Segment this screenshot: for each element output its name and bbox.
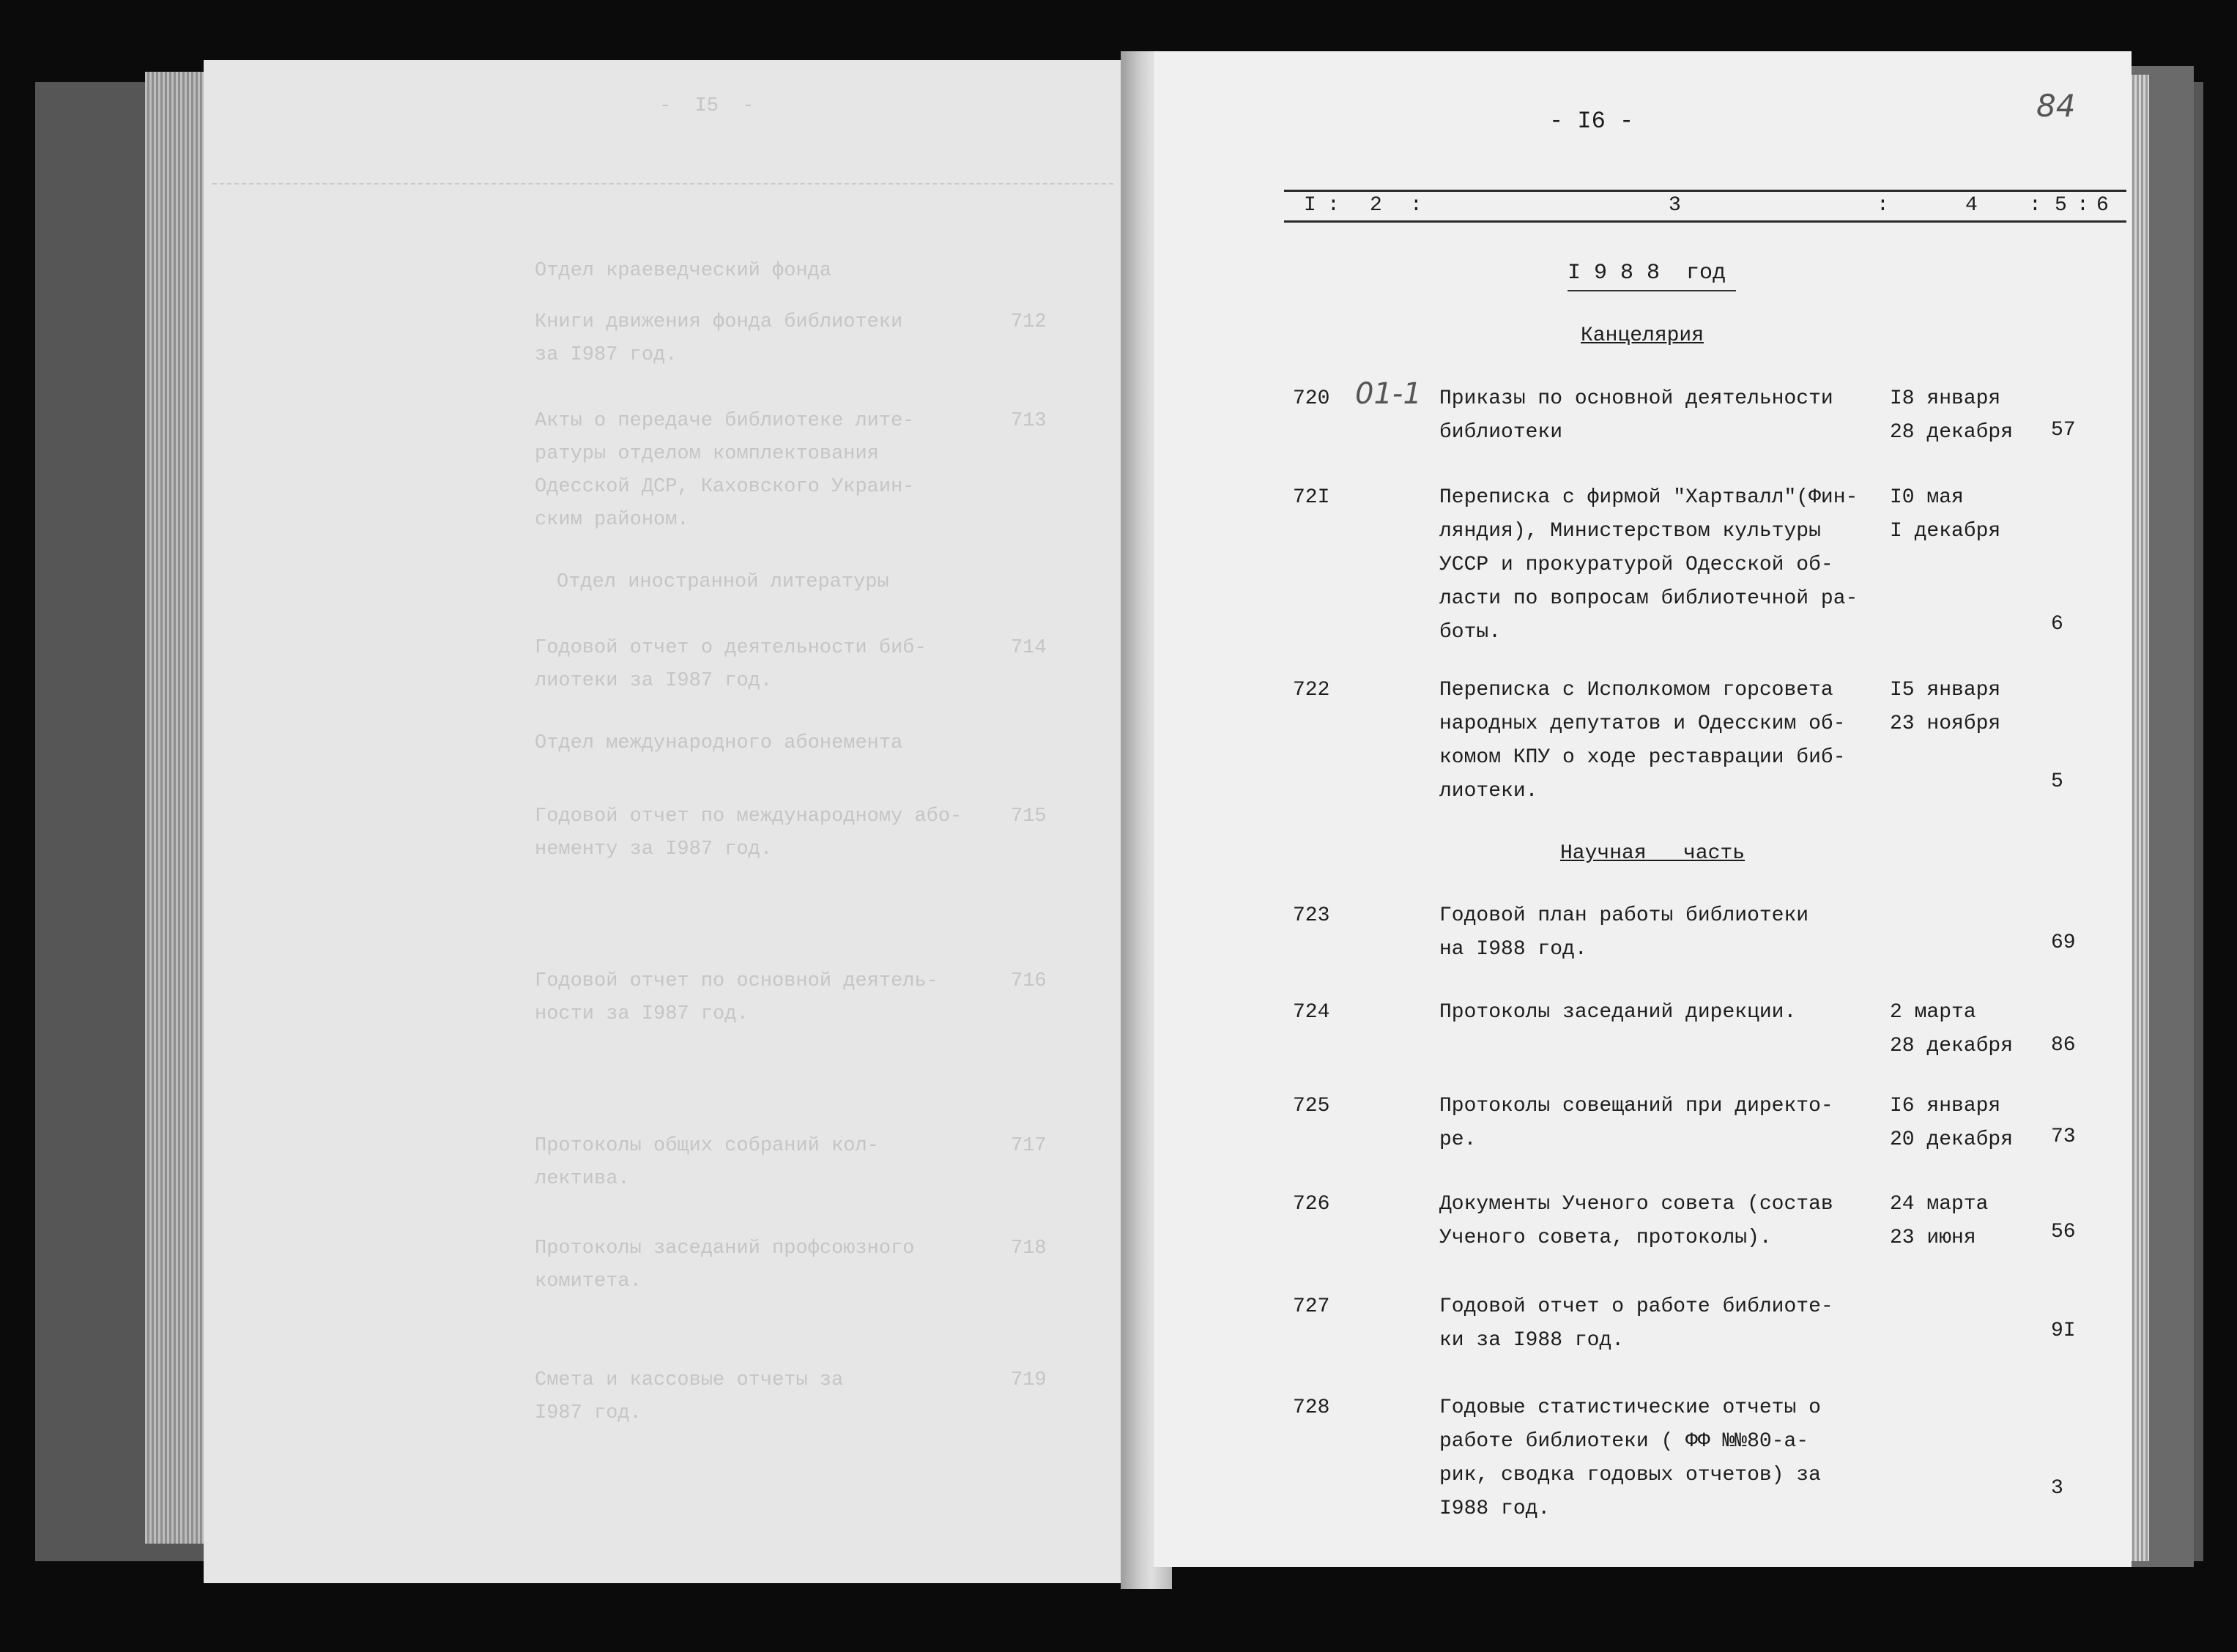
entry-number: 720 — [1293, 387, 1330, 410]
header-sep: : — [1877, 194, 1889, 217]
header-sep: : — [2029, 194, 2041, 217]
entry-sheets: 56 — [2051, 1221, 2076, 1243]
entry-title-line: работе библиотеки ( ФФ №№80-а- — [1439, 1430, 1809, 1453]
entry-title-line: народных депутатов и Одесским об- — [1439, 712, 1846, 735]
entry-date: I6 января — [1890, 1095, 2001, 1117]
entry-title-line: библиотеки — [1439, 421, 1563, 444]
entry-date: 28 декабря — [1890, 1035, 2014, 1057]
entry-date: 24 марта — [1890, 1193, 1989, 1216]
entry-title-line: ки за I988 год. — [1439, 1329, 1625, 1352]
entry-date: 23 ноября — [1890, 712, 2001, 735]
header-col-3: 3 — [1669, 194, 1681, 217]
entry-number: 72I — [1293, 486, 1330, 509]
entry-sheets: 5 — [2051, 770, 2063, 793]
year-heading: I 9 8 8 год — [1568, 261, 1726, 286]
entry-number: 725 — [1293, 1095, 1330, 1117]
entry-date: I0 мая — [1890, 486, 1964, 509]
entry-title-line: ре. — [1439, 1128, 1477, 1151]
entry-title-line: Протоколы совещаний при директо- — [1439, 1095, 1833, 1117]
entry-sheets: 86 — [2051, 1034, 2076, 1057]
entry-title-line: Переписка с фирмой "Хартвалл"(Фин- — [1439, 486, 1858, 509]
header-col-1: I — [1304, 194, 1316, 217]
entry-sheets: 73 — [2051, 1125, 2076, 1148]
entry-sheets: 57 — [2051, 419, 2076, 442]
section-chancellery: Канцелярия — [1581, 324, 1704, 347]
header-sep: : — [2077, 194, 2089, 217]
left-page-bleed-through: - I5 - Отдел краеведческий фонда 712 Книги движения фонда библиотеки за I987 год. 713 Акты о передаче библиотеке лите- ратуры отделом комплектования Одесской ДСР, Каховского Украин- ским районом. Отдел иностранной литературы 714 Годовой отчет о деятельности биб- лиотеки за I987 год. Отдел международного абонемента 715 Годовой отчет по международному або- нементу за I987 год. 716 Годовой отчет по основной деятель- ности за I987 год. 717 Протоколы общих собраний кол- лектива. 718 Протоколы заседаний профсоюзного комитета. 719 Смета и кассовые отчеты за I987 год. — [0, 0, 2237, 1652]
entry-date: 2 марта — [1890, 1001, 1976, 1024]
header-col-6: 6 — [2096, 194, 2109, 217]
entry-title-line: лиотеки. — [1439, 780, 1538, 803]
entry-number: 728 — [1293, 1396, 1330, 1419]
entry-number: 724 — [1293, 1001, 1330, 1024]
header-col-2: 2 — [1370, 194, 1382, 217]
archive-sheet-number: 84 — [2036, 88, 2076, 124]
entry-number: 722 — [1293, 679, 1330, 702]
entry-title-line: Годовой отчет о работе библиоте- — [1439, 1295, 1833, 1318]
entry-number: 727 — [1293, 1295, 1330, 1318]
entry-title-line: Ученого совета, протоколы). — [1439, 1227, 1772, 1249]
entry-number: 726 — [1293, 1193, 1330, 1216]
header-sep: : — [1410, 194, 1422, 217]
entry-date: 23 июня — [1890, 1227, 1976, 1249]
entry-title-line: I988 год. — [1439, 1497, 1551, 1520]
entry-sheets: 3 — [2051, 1477, 2063, 1500]
entry-date: I8 января — [1890, 387, 2001, 410]
entry-title-line: Приказы по основной деятельности — [1439, 387, 1833, 410]
entry-title-line: ляндия), Министерством культуры — [1439, 520, 1821, 543]
entry-date: I декабря — [1890, 520, 2001, 543]
entry-sheets: 6 — [2051, 613, 2063, 636]
header-col-5: 5 — [2055, 194, 2067, 217]
entry-title-line: Протоколы заседаний дирекции. — [1439, 1001, 1797, 1024]
entry-date: 28 декабря — [1890, 421, 2014, 444]
entry-title-line: комом КПУ о ходе реставрации биб- — [1439, 746, 1846, 769]
year-underline — [1568, 290, 1736, 291]
entry-title-line: Переписка с Исполкомом горсовета — [1439, 679, 1833, 702]
page-number: - I6 - — [1549, 108, 1634, 135]
handwritten-note: 01-1 — [1355, 377, 1422, 411]
entry-title-line: боты. — [1439, 621, 1502, 644]
entry-date: I5 января — [1890, 679, 2001, 702]
entry-number: 723 — [1293, 904, 1330, 927]
entry-title-line: Документы Ученого совета (состав — [1439, 1193, 1833, 1216]
entry-title-line: рик, сводка годовых отчетов) за — [1439, 1464, 1821, 1487]
entry-sheets: 9I — [2051, 1320, 2076, 1342]
entry-title-line: Годовые статистические отчеты о — [1439, 1396, 1821, 1419]
entry-title-line: на I988 год. — [1439, 938, 1587, 961]
entry-date: 20 декабря — [1890, 1128, 2014, 1151]
header-col-4: 4 — [1965, 194, 1978, 217]
entry-title-line: ласти по вопросам библиотечной ра- — [1439, 587, 1858, 610]
section-science: Научная часть — [1560, 842, 1746, 865]
entry-title-line: УССР и прокуратурой Одесской об- — [1439, 554, 1833, 576]
header-sep: : — [1327, 194, 1340, 217]
entry-title-line: Годовой план работы библиотеки — [1439, 904, 1809, 927]
entry-sheets: 69 — [2051, 931, 2076, 954]
